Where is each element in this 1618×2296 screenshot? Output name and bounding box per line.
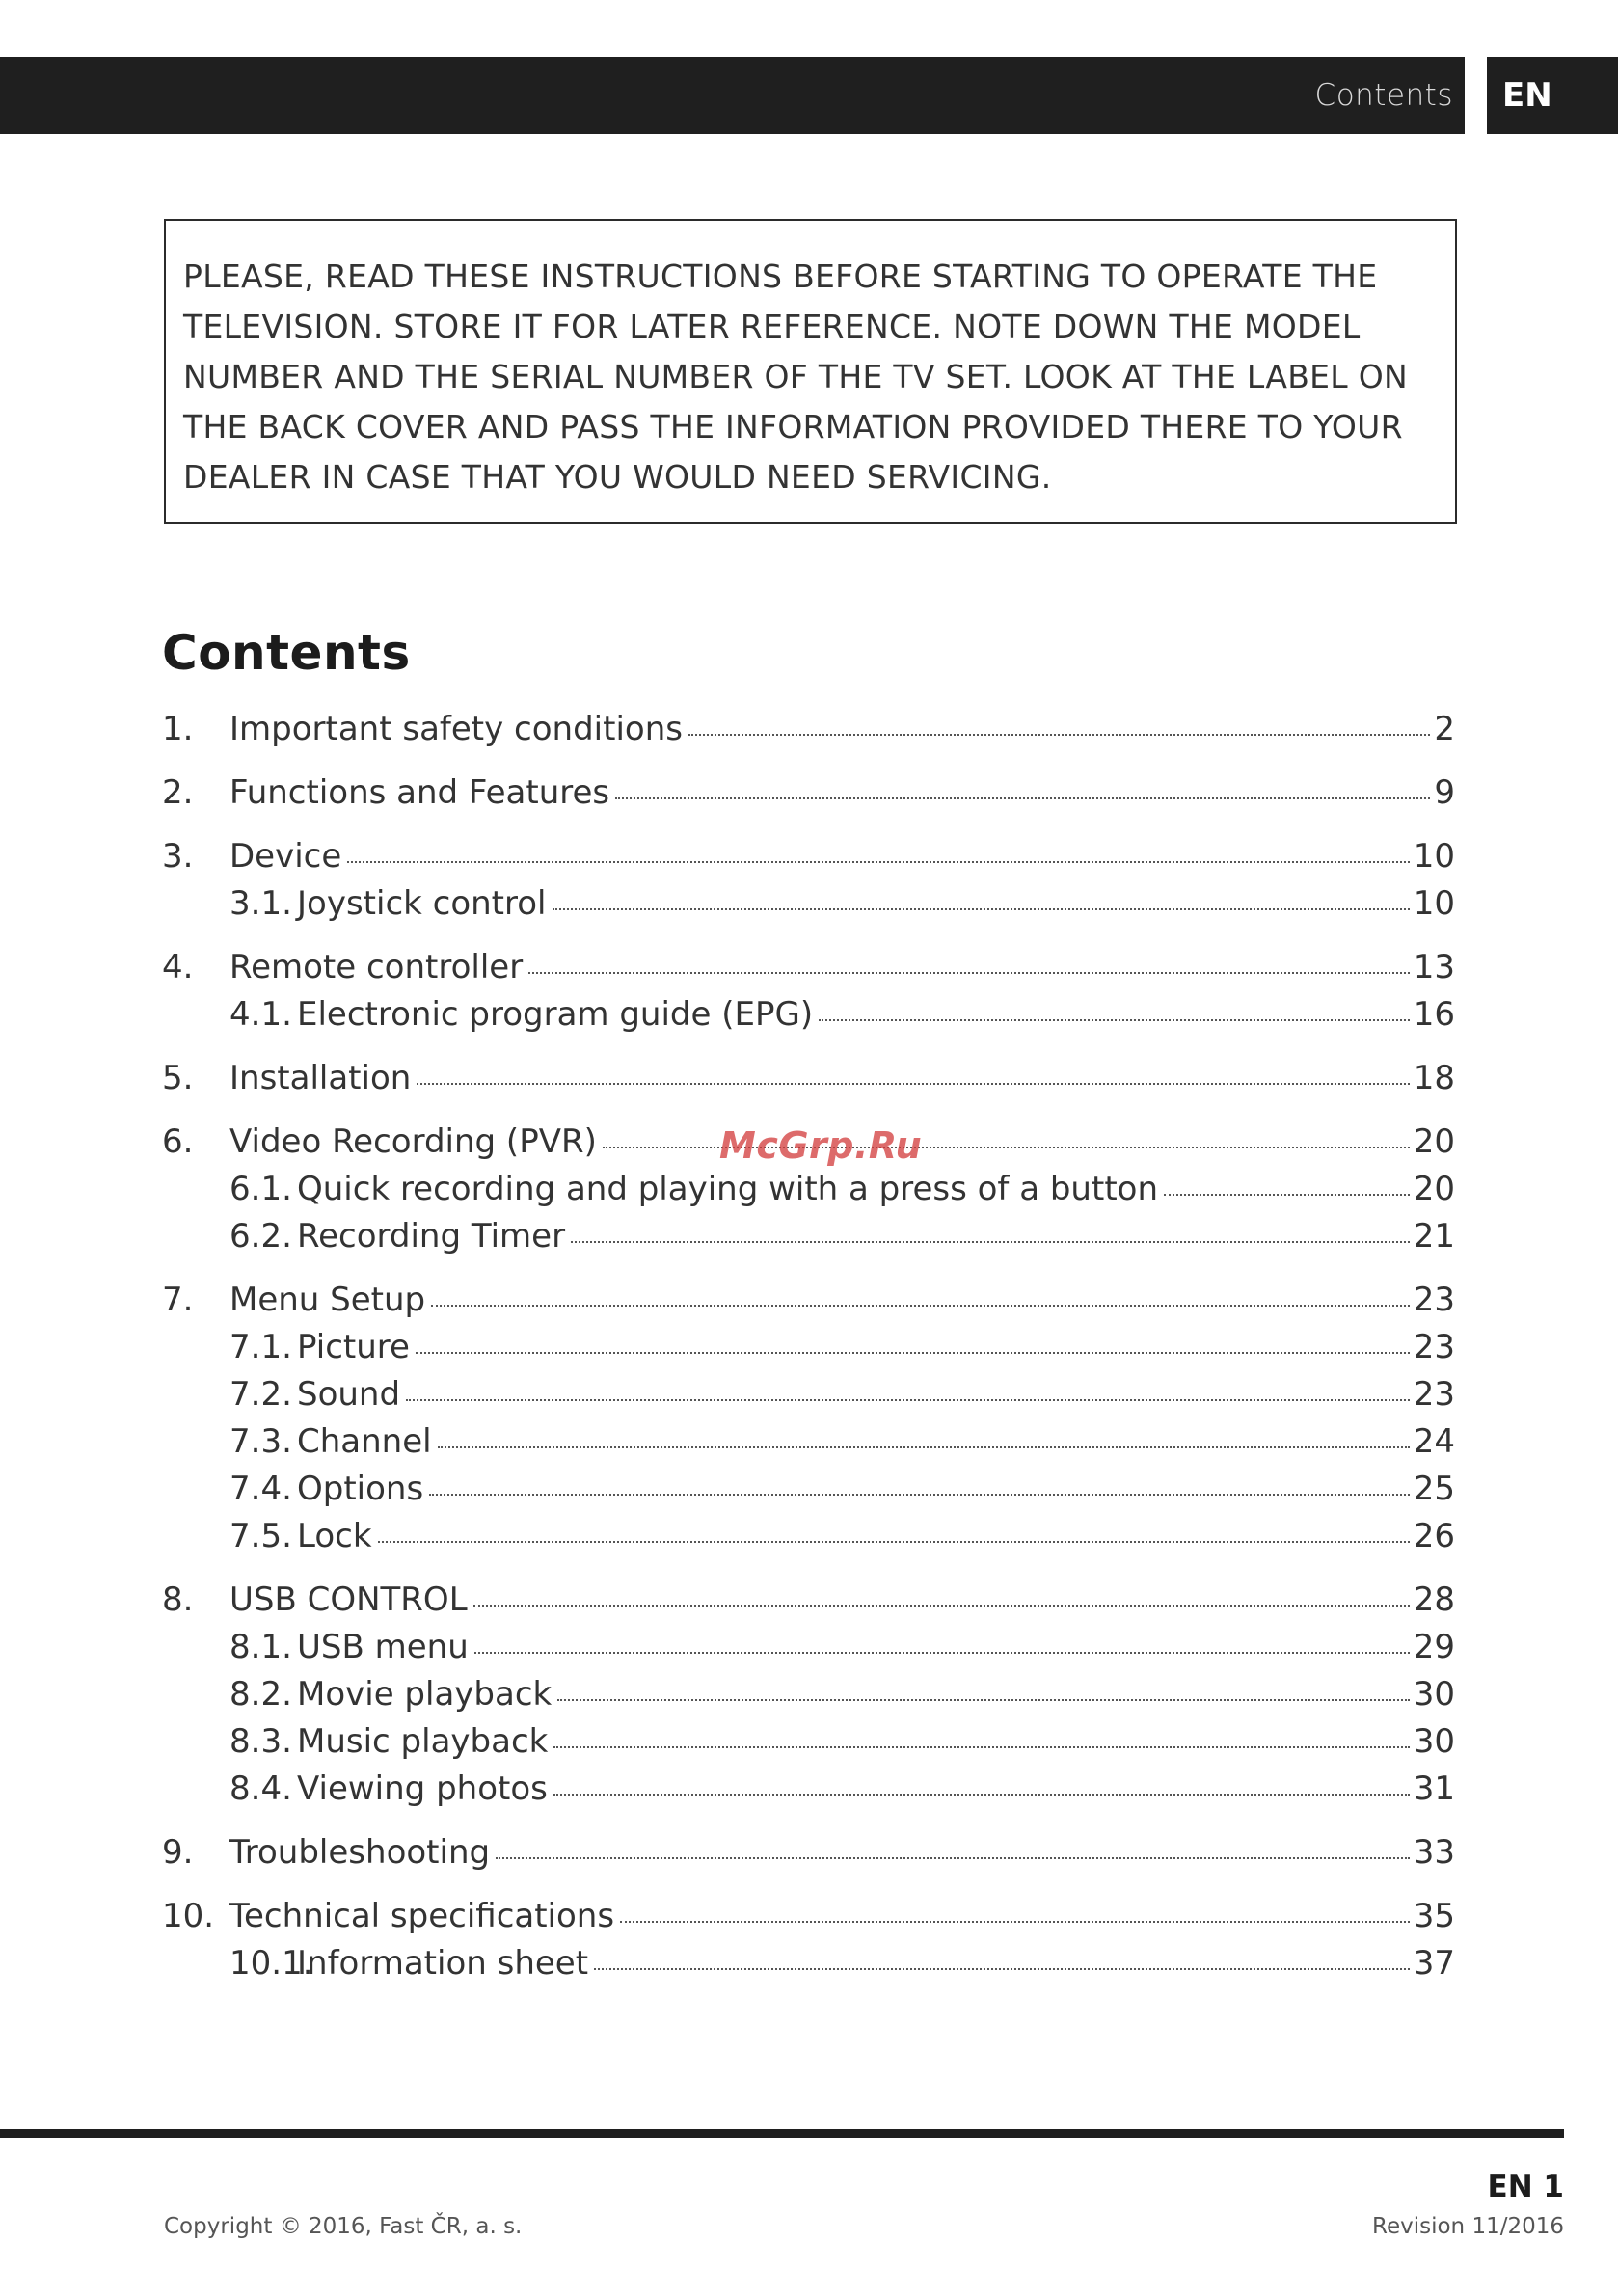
toc-page-number: 29 [1413,1628,1455,1666]
toc-page-number: 24 [1413,1422,1455,1461]
toc-subentry[interactable] [162,1624,1455,1671]
toc-page-number: 28 [1413,1580,1455,1619]
page-number: EN 1 [1487,2170,1564,2204]
notice-box [164,219,1457,524]
toc-entry[interactable] [162,944,1455,991]
toc-label: Video Recording (PVR) [229,1122,597,1161]
toc-leader-dots [378,1541,1410,1543]
toc-leader-dots [347,861,1409,863]
toc-subentry[interactable] [162,991,1455,1039]
toc-leader-dots [620,1921,1410,1923]
toc-subnumber: 3.1. [229,884,292,923]
toc-label: Installation [229,1059,412,1097]
toc-subentry[interactable] [162,1213,1455,1260]
toc-subentry[interactable] [162,1766,1455,1813]
toc-label: Sound [297,1375,401,1414]
toc-group [162,1577,1455,1813]
table-of-contents [162,706,1455,2004]
toc-entry[interactable] [162,1829,1455,1877]
toc-number: 10. [162,1897,215,1935]
toc-page-number: 23 [1413,1375,1455,1414]
toc-entry[interactable] [162,706,1455,753]
toc-page-number: 33 [1413,1833,1455,1872]
notice-line: THE BACK COVER AND PASS THE INFORMATION PROVIDED THERE TO YOUR [183,408,1403,446]
toc-leader-dots [819,1019,1410,1021]
toc-number: 9. [162,1833,194,1872]
toc-subnumber: 7.3. [229,1422,292,1461]
toc-leader-dots [496,1857,1410,1859]
toc-label: Options [297,1470,424,1508]
toc-label: Electronic program guide (EPG) [297,995,814,1034]
toc-page-number: 10 [1413,837,1455,876]
toc-page-number: 23 [1413,1328,1455,1366]
toc-group [162,1893,1455,1987]
watermark: McGrp.Ru [719,1124,923,1167]
toc-group [162,1829,1455,1877]
toc-number: 7. [162,1281,194,1319]
toc-leader-dots [406,1399,1410,1401]
toc-page-number: 10 [1413,884,1455,923]
notice-line: TELEVISION. STORE IT FOR LATER REFERENCE. NOTE DOWN THE MODEL [183,308,1361,345]
notice-line: DEALER IN CASE THAT YOU WOULD NEED SERVICING. [183,458,1052,496]
toc-subnumber: 7.4. [229,1470,292,1508]
toc-number: 5. [162,1059,194,1097]
toc-leader-dots [416,1352,1410,1354]
toc-label: Troubleshooting [229,1833,491,1872]
toc-leader-dots [571,1241,1410,1243]
toc-label: Functions and Features [229,773,610,812]
toc-page-number: 18 [1413,1059,1455,1097]
contents-heading: Contents [162,625,411,681]
toc-label: Picture [297,1328,410,1366]
language-badge: EN [1487,57,1618,134]
toc-page-number: 13 [1413,948,1455,986]
toc-page-number: 20 [1413,1170,1455,1208]
toc-subnumber: 6.2. [229,1217,292,1256]
toc-entry[interactable] [162,1577,1455,1624]
toc-entry[interactable] [162,770,1455,817]
toc-group [162,1277,1455,1560]
toc-subentry[interactable] [162,1466,1455,1513]
toc-page-number: 30 [1413,1722,1455,1761]
toc-entry[interactable] [162,1055,1455,1102]
toc-number: 2. [162,773,194,812]
toc-number: 3. [162,837,194,876]
toc-group [162,1055,1455,1102]
toc-number: 8. [162,1580,194,1619]
toc-subnumber: 8.2. [229,1675,292,1714]
toc-label: Viewing photos [297,1769,548,1808]
toc-page-number: 2 [1434,710,1455,748]
toc-subentry[interactable] [162,1166,1455,1213]
toc-subnumber: 4.1. [229,995,292,1034]
toc-leader-dots [615,797,1430,799]
toc-label: Device [229,837,342,876]
toc-subnumber: 6.1. [229,1170,292,1208]
toc-label: Information sheet [297,1944,589,1983]
toc-page-number: 26 [1413,1517,1455,1555]
toc-leader-dots [688,734,1430,736]
toc-subentry[interactable] [162,880,1455,928]
toc-page-number: 9 [1434,773,1455,812]
toc-leader-dots [528,972,1410,974]
toc-label: Joystick control [297,884,547,923]
toc-subentry[interactable] [162,1718,1455,1766]
toc-leader-dots [553,1794,1410,1796]
toc-page-number: 16 [1413,995,1455,1034]
toc-page-number: 20 [1413,1122,1455,1161]
toc-leader-dots [553,908,1410,910]
copyright-text: Copyright © 2016, Fast ČR, a. s. [164,2214,523,2239]
toc-subnumber: 8.1. [229,1628,292,1666]
section-title: Contents [1314,78,1453,113]
toc-leader-dots [431,1305,1410,1307]
toc-label: Menu Setup [229,1281,426,1319]
toc-subnumber: 7.1. [229,1328,292,1366]
toc-number: 1. [162,710,194,748]
toc-subentry[interactable] [162,1940,1455,1987]
toc-subentry[interactable] [162,1513,1455,1560]
toc-group [162,833,1455,928]
toc-number: 6. [162,1122,194,1161]
toc-leader-dots [429,1494,1410,1496]
toc-page-number: 37 [1413,1944,1455,1983]
toc-page-number: 21 [1413,1217,1455,1256]
toc-leader-dots [557,1699,1410,1701]
revision-text: Revision 11/2016 [1372,2214,1564,2239]
toc-group [162,706,1455,753]
toc-page-number: 30 [1413,1675,1455,1714]
toc-subnumber: 10.1. [229,1944,313,1983]
toc-subentry[interactable] [162,1671,1455,1718]
toc-page-number: 31 [1413,1769,1455,1808]
toc-leader-dots [473,1605,1410,1607]
toc-leader-dots [553,1746,1409,1748]
toc-leader-dots [1164,1194,1410,1196]
toc-leader-dots [474,1652,1410,1654]
toc-subentry[interactable] [162,1418,1455,1466]
toc-page-number: 35 [1413,1897,1455,1935]
footer-rule [0,2129,1564,2138]
toc-subnumber: 7.2. [229,1375,292,1414]
toc-label: Remote controller [229,948,524,986]
toc-page-number: 25 [1413,1470,1455,1508]
toc-subnumber: 8.4. [229,1769,292,1808]
toc-label: Quick recording and playing with a press of a button [297,1170,1158,1208]
toc-label: Music playback [297,1722,549,1761]
toc-label: USB CONTROL [229,1580,468,1619]
toc-label: Technical specifications [229,1897,615,1935]
toc-subnumber: 7.5. [229,1517,292,1555]
toc-entry[interactable] [162,1277,1455,1324]
toc-subentry[interactable] [162,1371,1455,1418]
toc-entry[interactable] [162,833,1455,880]
toc-label: Recording Timer [297,1217,566,1256]
toc-group [162,944,1455,1039]
toc-subentry[interactable] [162,1324,1455,1371]
toc-leader-dots [417,1083,1409,1085]
toc-label: Movie playback [297,1675,553,1714]
toc-page-number: 23 [1413,1281,1455,1319]
header-bar [0,57,1465,134]
toc-leader-dots [594,1968,1410,1970]
toc-number: 4. [162,948,194,986]
toc-group [162,770,1455,817]
toc-leader-dots [438,1446,1410,1448]
toc-label: Channel [297,1422,432,1461]
toc-entry[interactable] [162,1893,1455,1940]
toc-label: USB menu [297,1628,469,1666]
toc-label: Lock [297,1517,372,1555]
notice-line: PLEASE, READ THESE INSTRUCTIONS BEFORE STARTING TO OPERATE THE [183,257,1378,295]
toc-label: Important safety conditions [229,710,683,748]
notice-line: NUMBER AND THE SERIAL NUMBER OF THE TV SET. LOOK AT THE LABEL ON [183,358,1409,395]
toc-subnumber: 8.3. [229,1722,292,1761]
